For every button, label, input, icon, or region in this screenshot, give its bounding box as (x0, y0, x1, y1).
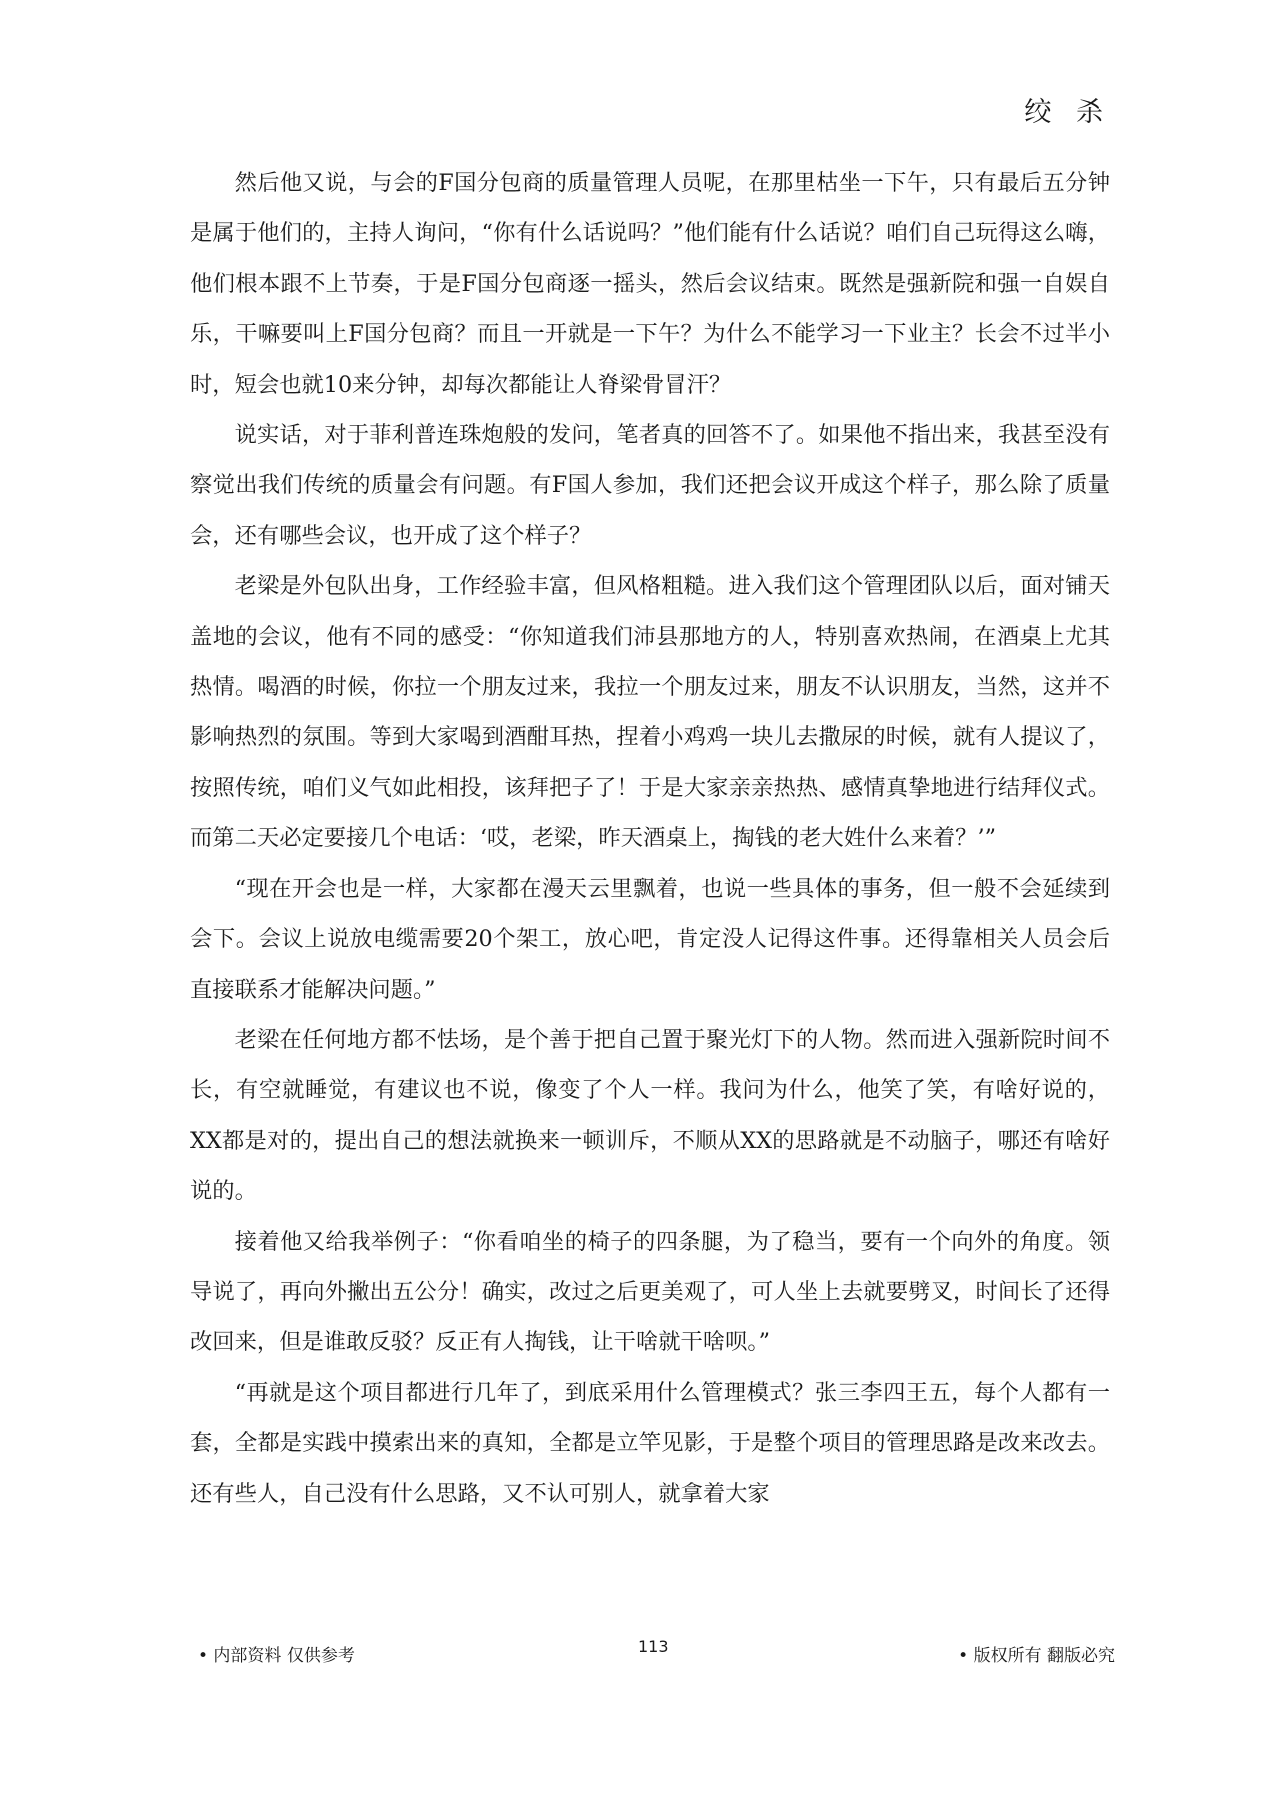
paragraph: 老梁在任何地方都不怯场，是个善于把自己置于聚光灯下的人物。然而进入强新院时间不长，有空就睡觉，有建议也不说，像变了个人一样。我问为什么，他笑了笑，有啥好说的，XX都是对的，提出自己的想法就换来一顿训斥，不顺从XX的思路就是不动脑子，哪还有啥好说的。 (190, 1026, 1110, 1205)
page-number: 113 (638, 1637, 669, 1656)
paragraph: 说实话，对于菲利普连珠炮般的发问，笔者真的回答不了。如果他不指出来，我甚至没有察觉出我们传统的质量会有问题。有F国人参加，我们还把会议开成这个样子，那么除了质量会，还有哪些会议，也开成了这个样子？ (190, 422, 1110, 549)
footer-internal-note: • 内部资料 仅供参考 (198, 1646, 355, 1666)
body-text (190, 158, 1110, 1519)
paragraph: 然后他又说，与会的F国分包商的质量管理人员呢，在那里枯坐一下午，只有最后五分钟是属于他们的，主持人询问，“你有什么话说吗？”他们能有什么话说？咱们自己玩得这么嗨，他们根本跟不上节奏，于是F国分包商逐一摇头，然后会议结束。既然是强新院和强一自娱自乐，干嘛要叫上F国分包商？而且一开就是一下午？为什么不能学习一下业主？长会不过半小时，短会也就10来分钟，却每次都能让人脊梁骨冒汗？ (190, 170, 1110, 398)
footer-copyright-note: • 版权所有 翻版必究 (958, 1646, 1115, 1666)
paragraph: 接着他又给我举例子：“你看咱坐的椅子的四条腿，为了稳当，要有一个向外的角度。领导说了，再向外撇出五公分！确实，改过之后更美观了，可人坐上去就要劈叉，时间长了还得改回来，但是谁敢反驳？反正有人掏钱，让干啥就干啥呗。” (190, 1228, 1110, 1356)
running-title: 绞 杀 (1024, 97, 1111, 128)
page-footer (0, 1637, 1273, 1671)
paragraph: “再就是这个项目都进行几年了，到底采用什么管理模式？张三李四王五，每个人都有一套，全都是实践中摸索出来的真知，全都是立竿见影，于是整个项目的管理思路是改来改去。还有些人，自己没有什么思路，又不认可别人，就拿着大家 (190, 1379, 1110, 1507)
paragraph: 老梁是外包队出身，工作经验丰富，但风格粗糙。进入我们这个管理团队以后，面对铺天盖地的会议，他有不同的感受：“你知道我们沛县那地方的人，特别喜欢热闹，在酒桌上尤其热情。喝酒的时候，你拉一个朋友过来，我拉一个朋友过来，朋友不认识朋友，当然，这并不影响热烈的氛围。等到大家喝到酒酣耳热，捏着小鸡鸡一块儿去撒尿的时候，就有人提议了，按照传统，咱们义气如此相投，该拜把子了！于是大家亲亲热热、感情真挚地进行结拜仪式。而第二天必定要接几个电话：‘哎，老梁，昨天酒桌上，掏钱的老大姓什么来着？’” (190, 573, 1110, 852)
paragraph: “现在开会也是一样，大家都在漫天云里飘着，也说一些具体的事务，但一般不会延续到会下。会议上说放电缆需要20个架工，放心吧，肯定没人记得这件事。还得靠相关人员会后直接联系才能解决问题。” (190, 875, 1110, 1003)
